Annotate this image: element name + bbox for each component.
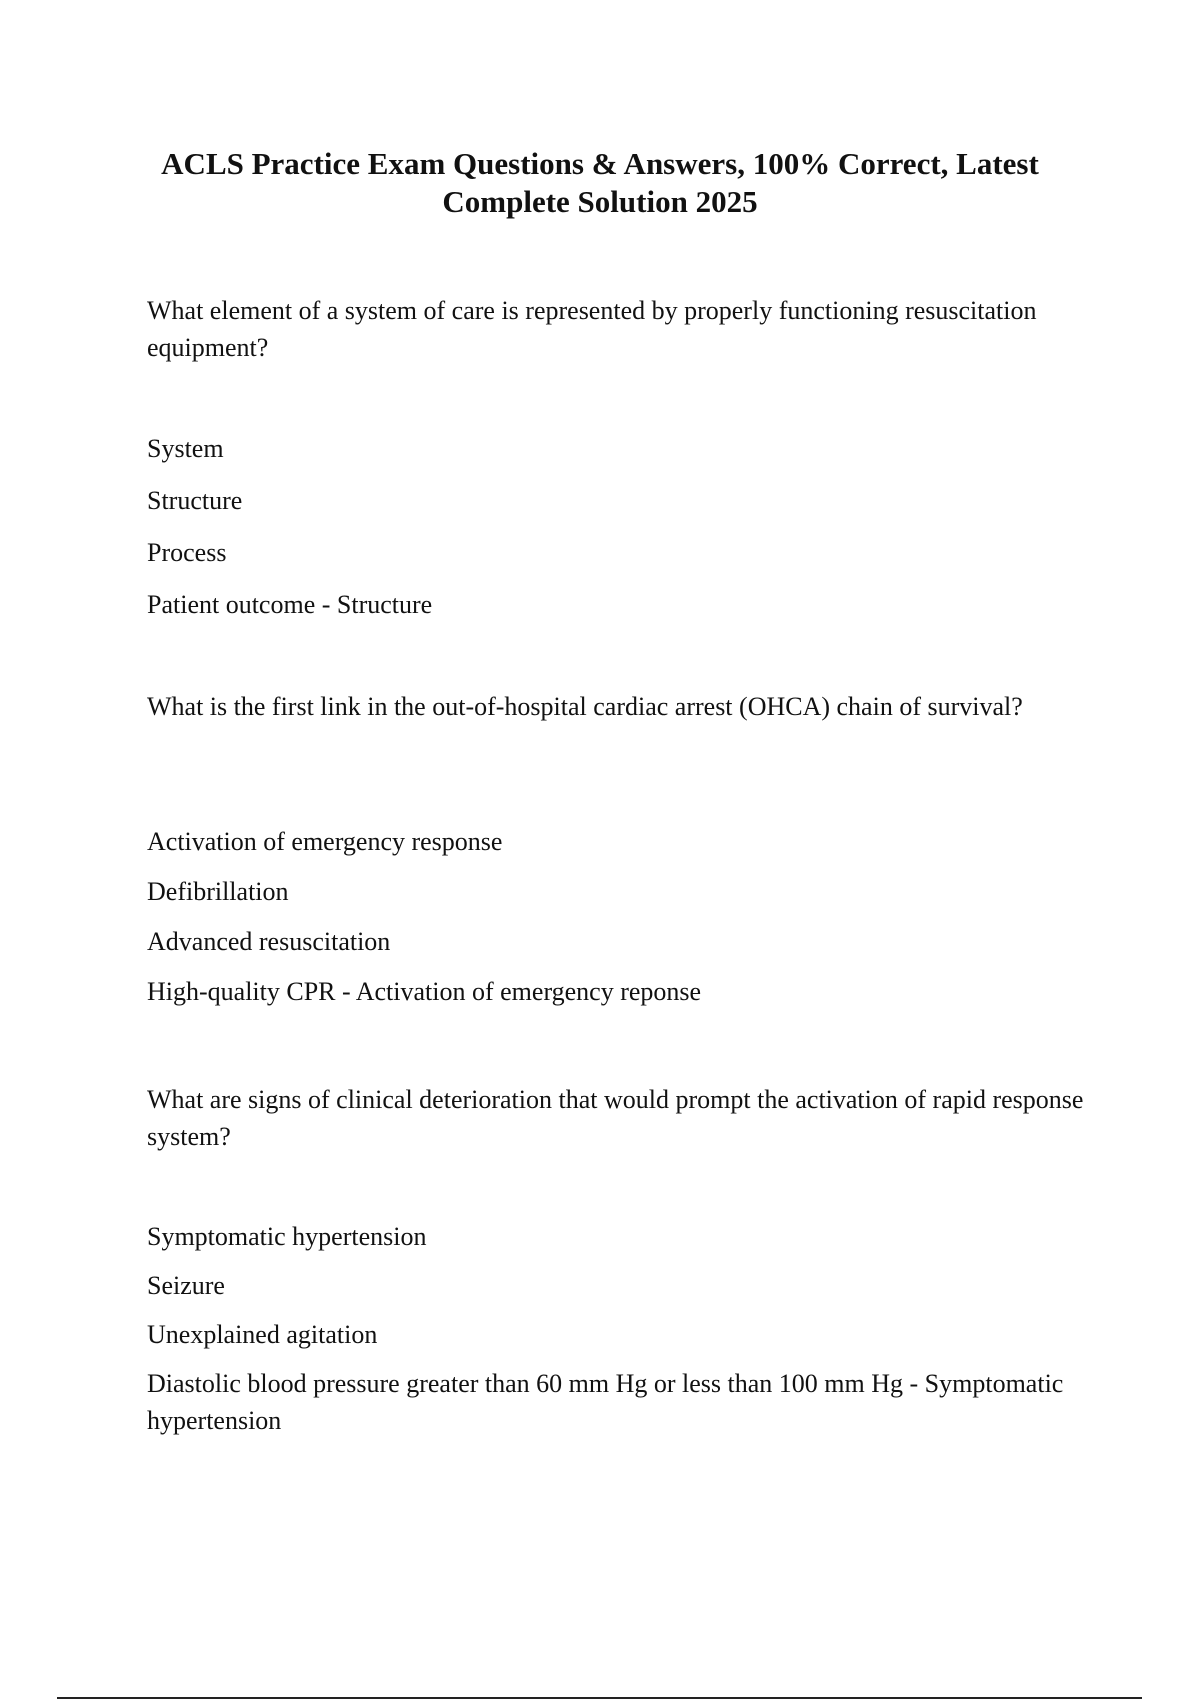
question-1-option: Structure <box>147 486 243 515</box>
question-1-option: Process <box>147 538 227 567</box>
question-3-text: What are signs of clinical deterioration that would prompt the activation of rapid response system? <box>147 1085 1084 1151</box>
question-2-text: What is the first link in the out-of-hospital cardiac arrest (OHCA) chain of survival? <box>147 692 1023 721</box>
question-3-option-answer: Diastolic blood pressure greater than 60 mm Hg or less than 100 mm Hg - Symptomatic hypertension <box>147 1369 1064 1435</box>
question-2-options <box>147 823 1097 1023</box>
question-2-option-answer: High-quality CPR - Activation of emergency reponse <box>147 977 702 1006</box>
footer-divider <box>57 1697 1142 1699</box>
question-1-text: What element of a system of care is represented by properly functioning resuscitation equipment? <box>147 296 1037 362</box>
question-2-option: Defibrillation <box>147 877 289 906</box>
question-3-option: Seizure <box>147 1271 225 1300</box>
question-1-options <box>147 430 1097 638</box>
question-1-option-answer: Patient outcome - Structure <box>147 590 433 619</box>
question-2-option: Activation of emergency response <box>147 827 503 856</box>
question-3-options <box>147 1218 1097 1451</box>
question-3-option: Symptomatic hypertension <box>147 1222 427 1251</box>
question-3-option: Unexplained agitation <box>147 1320 378 1349</box>
question-1-option: System <box>147 434 224 463</box>
document-title: ACLS Practice Exam Questions & Answers, 100% Correct, Latest Complete Solution 2025 <box>161 146 1039 219</box>
question-2-option: Advanced resuscitation <box>147 927 391 956</box>
